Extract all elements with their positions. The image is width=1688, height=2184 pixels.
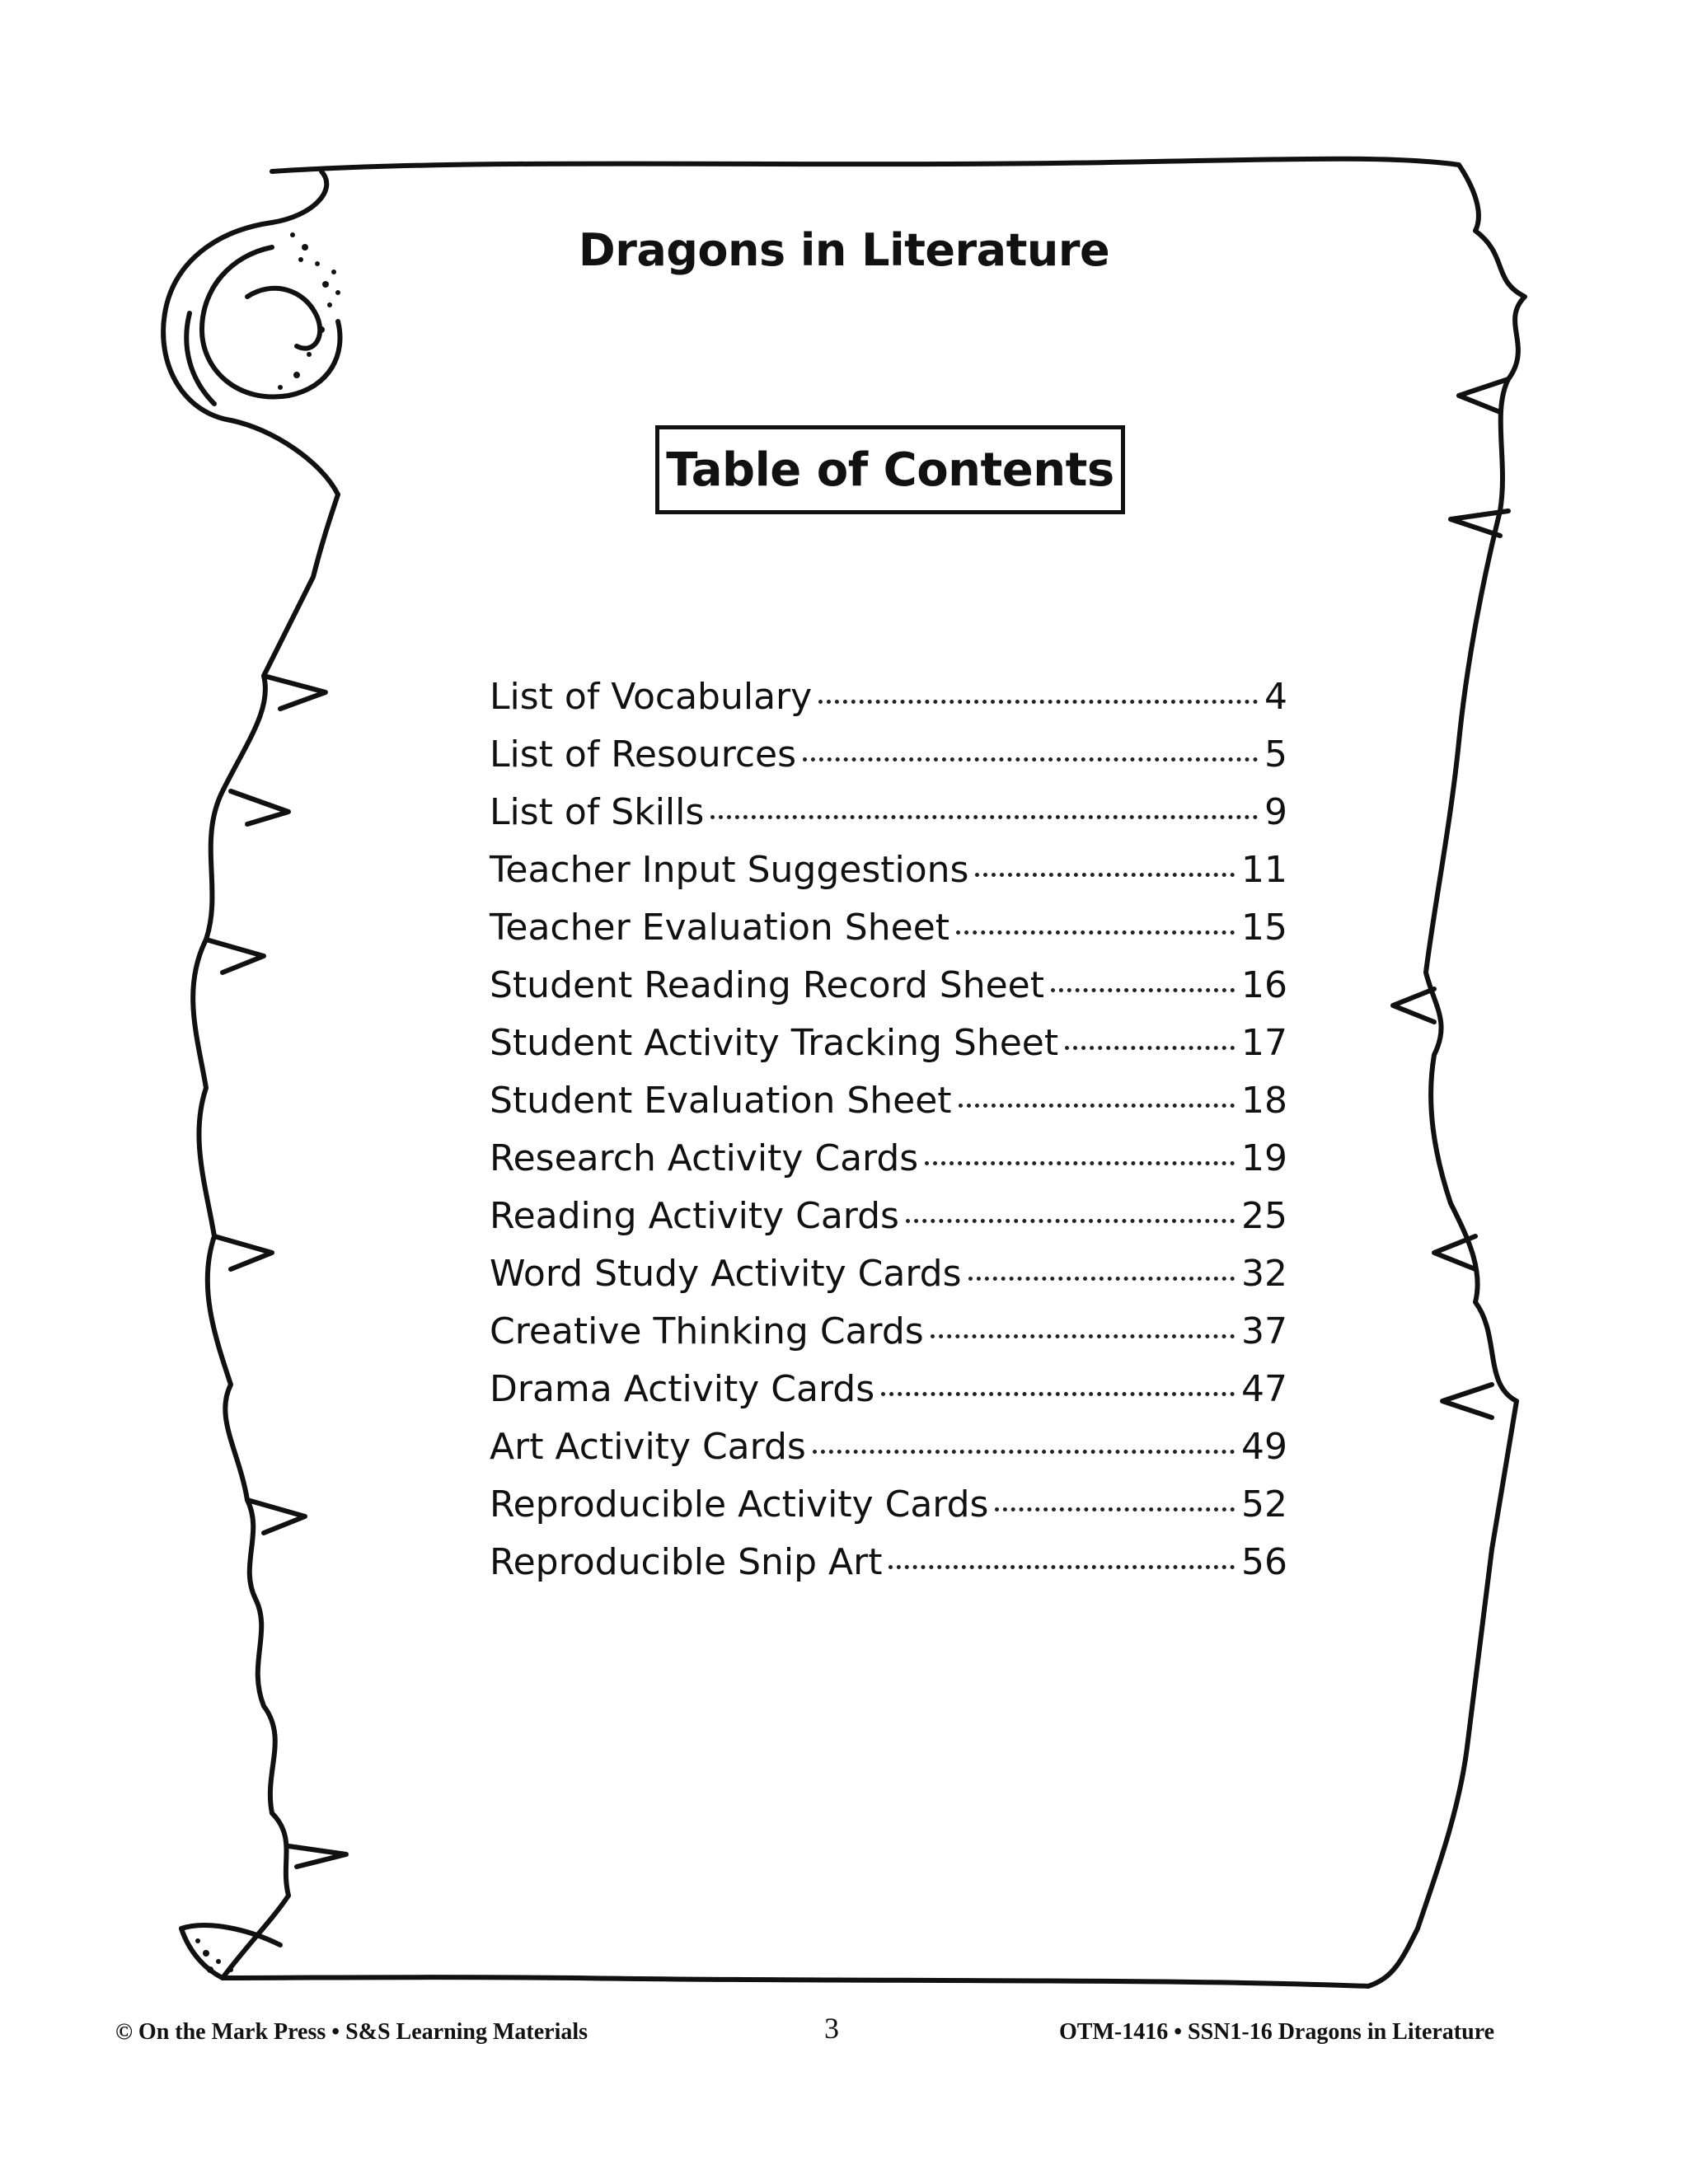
dot-leader (813, 1450, 1235, 1454)
toc-entry (490, 1022, 1287, 1080)
toc-entry-page: 37 (1241, 1310, 1287, 1352)
toc-entry-page: 49 (1241, 1426, 1287, 1468)
toc-entry-label: List of Skills (490, 791, 705, 833)
document-title: Dragons in Literature (578, 224, 1110, 276)
footer-product-code: OTM-1416 • SSN1-16 Dragons in Literature (1059, 2019, 1495, 2045)
toc-entry-label: Art Activity Cards (490, 1426, 806, 1468)
toc-entry (490, 1483, 1287, 1541)
toc-entry-label: List of Resources (490, 733, 797, 776)
toc-entry-page: 9 (1264, 791, 1287, 833)
toc-heading: Table of Contents (666, 443, 1114, 497)
toc-entry-label: Teacher Evaluation Sheet (490, 907, 950, 949)
toc-entry-label: Student Reading Record Sheet (490, 964, 1044, 1006)
toc-entry-label: Student Evaluation Sheet (490, 1080, 952, 1122)
dot-leader (959, 1104, 1235, 1108)
toc-entry-label: List of Vocabulary (490, 676, 813, 718)
footer-copyright: © On the Mark Press • S&S Learning Materials (115, 2019, 588, 2045)
dot-leader (1051, 988, 1235, 992)
toc-entry (490, 1368, 1287, 1426)
toc-entry-label: Reading Activity Cards (490, 1195, 899, 1237)
toc-entry-label: Student Activity Tracking Sheet (490, 1022, 1059, 1064)
toc-entry-label: Teacher Input Suggestions (490, 849, 969, 891)
toc-entry (490, 907, 1287, 964)
dot-leader (803, 757, 1258, 762)
toc-entry-page: 5 (1264, 733, 1287, 776)
toc-entry-label: Reproducible Activity Cards (490, 1483, 989, 1526)
toc-entry-label: Creative Thinking Cards (490, 1310, 924, 1352)
toc-entry-page: 4 (1264, 676, 1287, 718)
toc-entry-label: Word Study Activity Cards (490, 1253, 962, 1295)
dot-leader (818, 700, 1258, 704)
toc-entry-label: Drama Activity Cards (490, 1368, 875, 1410)
toc-entry-label: Reproducible Snip Art (490, 1541, 883, 1583)
toc-heading-box (655, 425, 1125, 514)
toc-entry-page: 15 (1241, 907, 1287, 949)
toc-entry (490, 733, 1287, 791)
toc-entry (490, 1253, 1287, 1310)
dot-leader (968, 1277, 1236, 1281)
toc-entry-page: 17 (1241, 1022, 1287, 1064)
toc-entry-page: 11 (1241, 849, 1287, 891)
dot-leader (931, 1334, 1235, 1338)
dot-leader (956, 930, 1235, 935)
toc-entry-label: Research Activity Cards (490, 1137, 919, 1179)
toc-entry-page: 19 (1241, 1137, 1287, 1179)
toc-entry (490, 791, 1287, 849)
toc-entry-page: 18 (1241, 1080, 1287, 1122)
footer-page-number: 3 (824, 2012, 839, 2045)
toc-entry-page: 47 (1241, 1368, 1287, 1410)
toc-entry (490, 1541, 1287, 1599)
toc-entry (490, 964, 1287, 1022)
dot-leader (1065, 1046, 1235, 1050)
toc-entry (490, 676, 1287, 733)
dot-leader (906, 1219, 1235, 1223)
toc-entry (490, 1426, 1287, 1483)
dot-leader (975, 873, 1235, 877)
toc-entry-page: 52 (1241, 1483, 1287, 1526)
toc-entry-page: 25 (1241, 1195, 1287, 1237)
toc-list (490, 676, 1287, 1599)
toc-entry (490, 849, 1287, 907)
toc-entry (490, 1080, 1287, 1137)
toc-entry-page: 32 (1241, 1253, 1287, 1295)
toc-entry (490, 1137, 1287, 1195)
dot-leader (710, 815, 1258, 819)
dot-leader (995, 1507, 1235, 1511)
toc-entry-page: 56 (1241, 1541, 1287, 1583)
toc-entry-page: 16 (1241, 964, 1287, 1006)
toc-entry (490, 1195, 1287, 1253)
dot-leader (925, 1161, 1235, 1165)
dot-leader (881, 1392, 1235, 1396)
dot-leader (889, 1565, 1235, 1569)
toc-entry (490, 1310, 1287, 1368)
